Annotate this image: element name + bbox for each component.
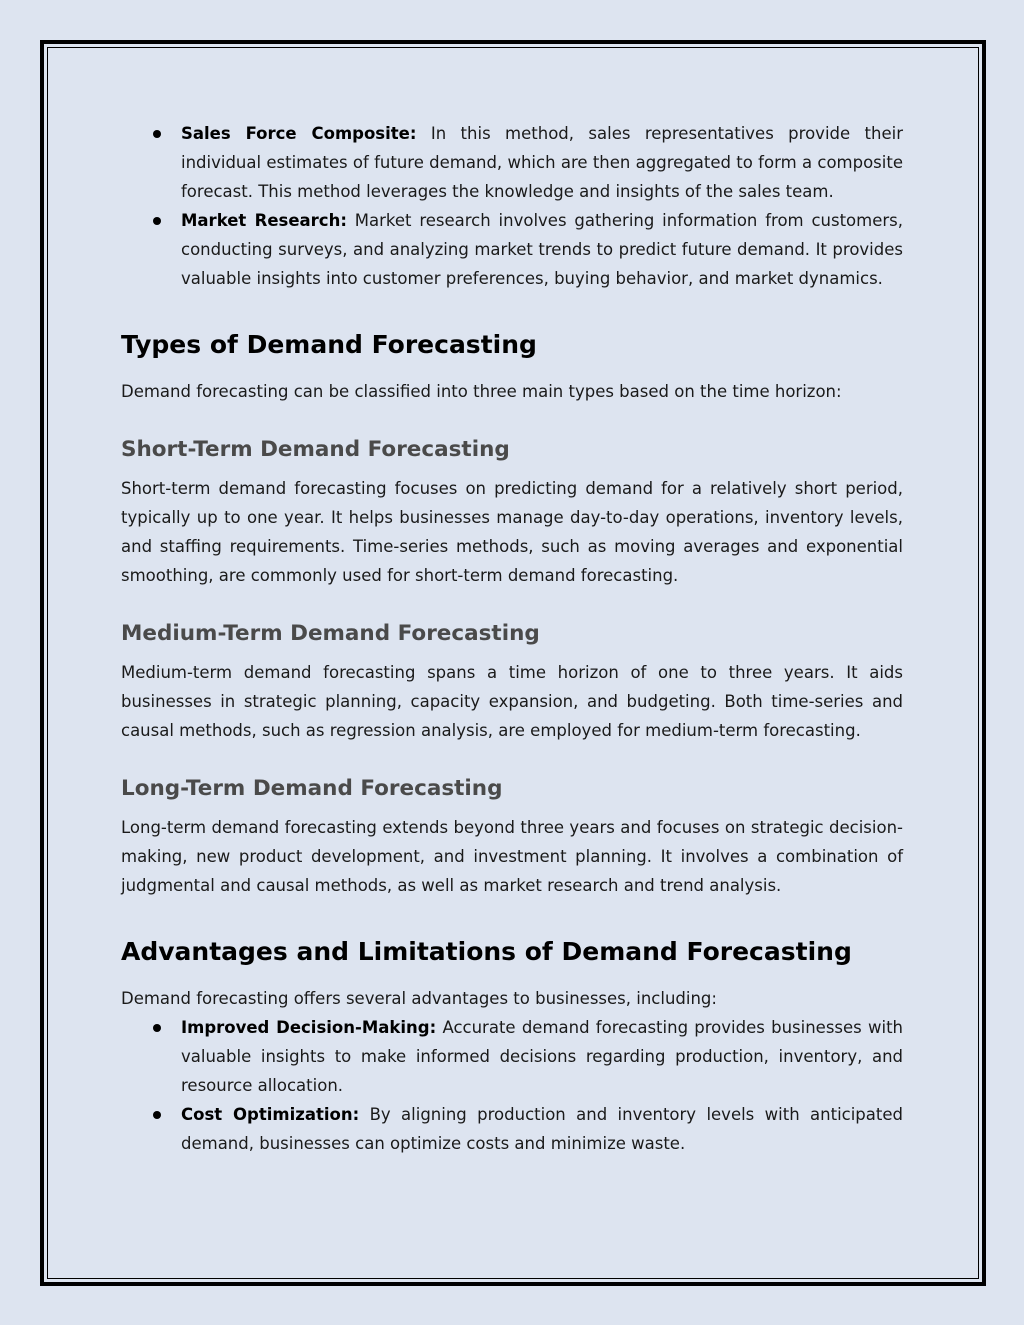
subheading-short-term: Short-Term Demand Forecasting <box>121 437 510 462</box>
intro-bullet-list <box>121 119 903 293</box>
bullet-text: By aligning production and inventory levels with anticipated demand, businesses can optimize costs and minimize waste. <box>181 1105 903 1153</box>
subheading-long-term: Long-Term Demand Forecasting <box>121 776 503 801</box>
short-term-paragraph: Short-term demand forecasting focuses on predicting demand for a relatively short period, typically up to one year. It helps businesses manage day-to-day operations, inventory levels, and staffing requirements. Time-series methods, such as moving averages and exponential smoothing, are commonly used for short-term demand forecasting. <box>121 479 903 585</box>
bullet-cost-optimization <box>181 1100 903 1158</box>
section-heading-advantages: Advantages and Limitations of Demand Forecasting <box>121 937 852 966</box>
bullet-dot-icon <box>153 130 161 138</box>
types-intro-paragraph: Demand forecasting can be classified into three main types based on the time horizon: <box>121 382 842 401</box>
bullet-dot-icon <box>153 217 161 225</box>
medium-term-paragraph: Medium-term demand forecasting spans a time horizon of one to three years. It aids businesses in strategic planning, capacity expansion, and budgeting. Both time-series and causal methods, such as regression analysis, are employed for medium-term forecasting. <box>121 663 903 740</box>
bullet-sales-force-composite <box>181 119 903 206</box>
advantages-bullet-list <box>121 1013 903 1158</box>
bullet-dot-icon <box>153 1111 161 1119</box>
bullet-text: In this method, sales representatives provide their individual estimates of future demand, which are then aggregated to form a composite forecast. This method leverages the knowledge and insights of the sales team. <box>181 124 903 201</box>
bullet-term: Market Research: <box>181 211 347 230</box>
bullet-dot-icon <box>153 1024 161 1032</box>
document-content <box>121 119 903 1158</box>
bullet-market-research <box>181 206 903 293</box>
bullet-text: Market research involves gathering information from customers, conducting surveys, and analyzing market trends to predict future demand. It provides valuable insights into customer preferences, buying behavior, and market dynamics. <box>181 211 903 288</box>
bullet-text: Accurate demand forecasting provides businesses with valuable insights to make informed decisions regarding production, inventory, and resource allocation. <box>181 1018 904 1095</box>
bullet-term: Improved Decision-Making: <box>181 1018 437 1037</box>
bullet-term: Sales Force Composite: <box>181 124 417 143</box>
section-heading-types: Types of Demand Forecasting <box>121 330 537 359</box>
bullet-improved-decision-making <box>181 1013 903 1100</box>
bullet-term: Cost Optimization: <box>181 1105 360 1124</box>
long-term-paragraph: Long-term demand forecasting extends beyond three years and focuses on strategic decision-making, new product development, and investment planning. It involves a combination of judgmental and causal methods, as well as market research and trend analysis. <box>121 818 903 895</box>
advantages-intro-paragraph: Demand forecasting offers several advantages to businesses, including: <box>121 989 717 1008</box>
subheading-medium-term: Medium-Term Demand Forecasting <box>121 621 540 646</box>
